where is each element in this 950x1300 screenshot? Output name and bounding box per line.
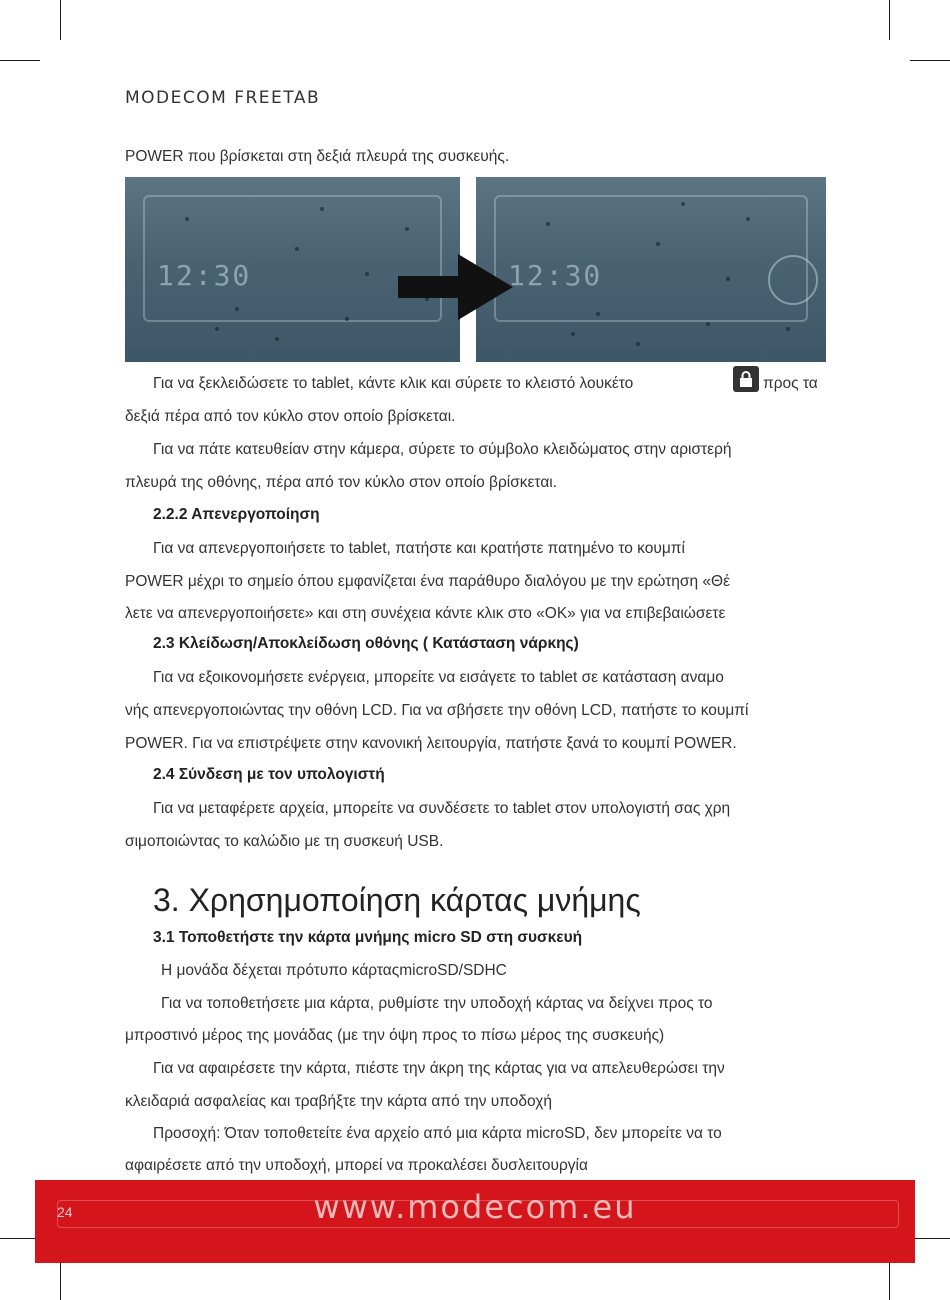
camera-line2: πλευρά της οθόνης, πέρα από τον κύκλο στον οποίο βρίσκεται.: [125, 474, 558, 491]
s23-line3: POWER. Για να επιστρέψετε στην κανονική λειτουργία, πατήστε ξανά το κουμπί POWER.: [125, 735, 737, 752]
s23-line1: Για να εξοικονομήσετε ενέργεια, μπορείτε να εισάγετε το tablet σε κατάσταση αναμο: [153, 669, 724, 686]
crop-mark: [60, 0, 61, 40]
footer-band: [35, 1180, 915, 1263]
crop-mark: [0, 1238, 40, 1239]
s222-line3: λετε να απενεργοποιήσετε» και στη συνέχεια κάντε κλικ στο «ΟΚ» για να επιβεβαιώσετε: [125, 605, 726, 622]
heading-3: 3. Χρησημοποίηση κάρτας μνήμης: [153, 882, 641, 918]
s31-line6: Προσοχή: Όταν τοποθετείτε ένα αρχείο από μια κάρτα microSD, δεν μπορείτε να το: [153, 1125, 722, 1142]
crop-mark: [889, 1262, 890, 1300]
s31-line7: αφαιρέσετε από την υποδοχή, μπορεί να προκαλέσει δυσλειτουργία: [125, 1157, 588, 1174]
heading-2-4: 2.4 Σύνδεση με τον υπολογιστή: [153, 766, 385, 783]
unlock-line1: Για να ξεκλειδώσετε το tablet, κάντε κλικ και σύρετε το κλειστό λουκέτο: [153, 375, 634, 392]
s31-line5: κλειδαριά ασφαλείας και τραβήξτε την κάρτα από την υποδοχή: [125, 1093, 552, 1110]
running-header: MODECOM FREETAB: [125, 88, 321, 108]
s23-line2: νής απενεργοποιώντας την οθόνη LCD. Για να σβήσετε την οθόνη LCD, πατήστε το κουμπί: [125, 702, 749, 719]
s31-line4: Για να αφαιρέσετε την κάρτα, πιέστε την άκρη της κάρτας για να απελευθερώσει την: [153, 1060, 725, 1077]
s31-line1: Η μονάδα δέχεται πρότυπο κάρταςmicroSD/SDHC: [161, 962, 507, 979]
s24-line1: Για να μεταφέρετε αρχεία, μπορείτε να συνδέσετε το tablet στον υπολογιστή σας χρη: [153, 800, 731, 817]
intro-text: POWER που βρίσκεται στη δεξιά πλευρά της συσκευής.: [125, 148, 510, 165]
arrow-right-icon: [398, 250, 518, 325]
camera-line1: Για να πάτε κατευθείαν στην κάμερα, σύρετε το σύμβολο κλειδώματος στην αριστερή: [153, 441, 732, 458]
crop-mark: [910, 1238, 950, 1239]
s24-line2: σιμοποιώντας το καλώδιο με τη συσκευή USB.: [125, 833, 444, 850]
s222-line1: Για να απενεργοποιήσετε το tablet, πατήστε και κρατήστε πατημένο το κουμπί: [153, 540, 685, 557]
heading-3-1: 3.1 Τοποθετήστε την κάρτα μνήμης micro SD στη συσκευή: [153, 929, 583, 946]
crop-mark: [60, 1262, 61, 1300]
page-number: 24: [57, 1204, 73, 1220]
heading-2-3: 2.3 Κλείδωση/Αποκλείδωση οθόνης ( Κατάσταση νάρκης): [153, 635, 579, 652]
lock-ring-icon: [768, 255, 818, 305]
crop-mark: [0, 60, 40, 61]
unlock-line1-end: προς τα: [763, 375, 818, 392]
s31-line3: μπροστινό μέρος της μονάδας (με την όψη προς το πίσω μέρος της συσκευής): [125, 1027, 665, 1044]
lockscreen-image-after: [476, 177, 826, 362]
footer-url: www.modecom.eu: [313, 1188, 637, 1226]
unlock-line2: δεξιά πέρα από τον κύκλο στον οποίο βρίσκεται.: [125, 408, 456, 425]
heading-2-2-2: 2.2.2 Απενεργοποίηση: [153, 506, 320, 523]
lock-icon: [733, 366, 759, 392]
s222-line2: POWER μέχρι το σημείο όπου εμφανίζεται ένα παράθυρο διαλόγου με την ερώτηση «Θέ: [125, 573, 730, 590]
crop-mark: [889, 0, 890, 40]
clock-text: 12:30: [157, 259, 252, 292]
s31-line2: Για να τοποθετήσετε μια κάρτα, ρυθμίστε την υποδοχή κάρτας να δείχνει προς το: [161, 995, 713, 1012]
clock-text: 12:30: [508, 259, 603, 292]
crop-mark: [910, 60, 950, 61]
